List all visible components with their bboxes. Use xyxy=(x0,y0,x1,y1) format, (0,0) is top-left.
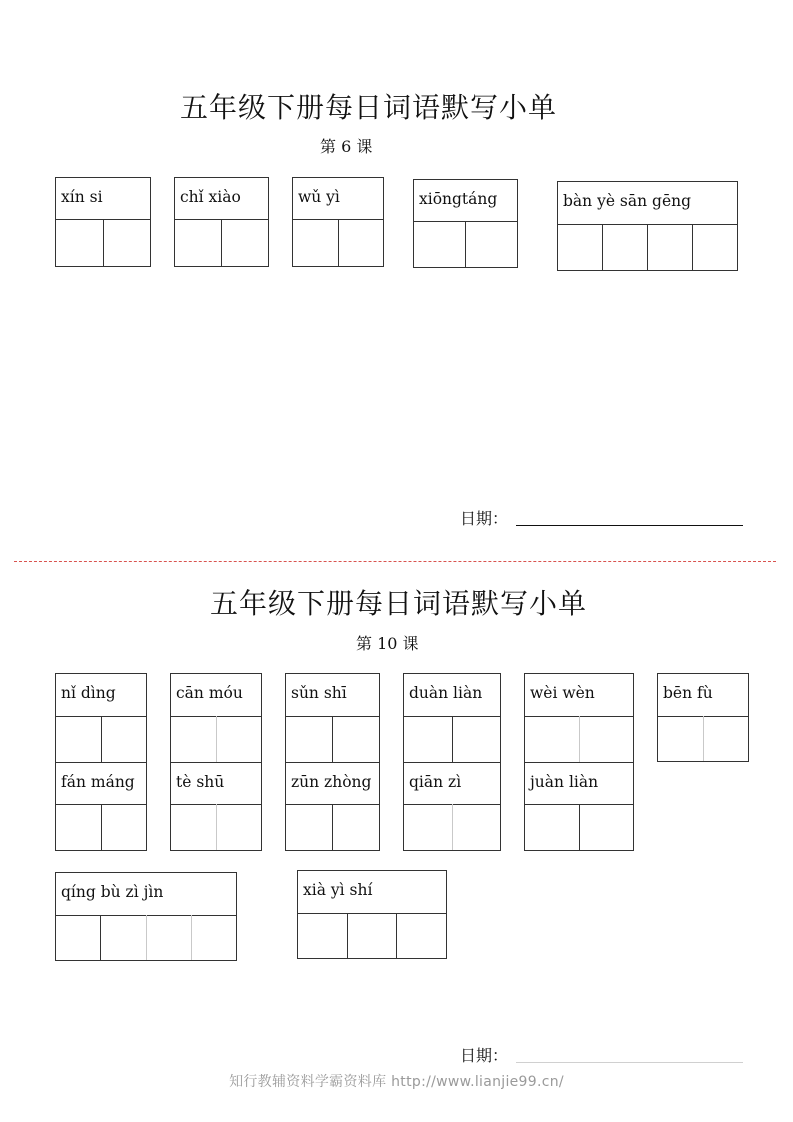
pinyin-label: nǐ dìng xyxy=(56,674,146,717)
writing-cells xyxy=(56,219,150,266)
writing-cell[interactable] xyxy=(338,219,384,266)
pinyin-label: cān móu xyxy=(171,674,261,717)
writing-cells xyxy=(298,913,446,958)
writing-cell[interactable] xyxy=(101,804,147,850)
word-card xyxy=(55,177,151,267)
sheet-title: 五年级下册每日词语默写小单 xyxy=(180,91,558,124)
writing-cells xyxy=(558,224,737,270)
writing-cells xyxy=(171,716,261,762)
date-label: 日期： xyxy=(460,509,509,528)
word-card xyxy=(297,870,447,959)
word-card xyxy=(657,673,749,762)
pinyin-label: wèi wèn xyxy=(525,674,633,717)
pinyin-label: xià yì shí xyxy=(298,871,446,914)
word-card xyxy=(55,872,237,961)
writing-cell[interactable] xyxy=(56,219,103,266)
writing-cell[interactable] xyxy=(332,804,379,850)
writing-cell[interactable] xyxy=(191,915,236,960)
writing-cell[interactable] xyxy=(404,716,452,762)
pinyin-label: xín si xyxy=(56,178,150,220)
pinyin-label: qíng bù zì jìn xyxy=(56,873,236,916)
date-input-line[interactable] xyxy=(516,1061,743,1063)
writing-cells xyxy=(404,804,500,850)
writing-cell[interactable] xyxy=(221,219,268,266)
writing-cells xyxy=(525,804,633,850)
word-card xyxy=(285,673,380,763)
writing-cell[interactable] xyxy=(579,716,634,762)
writing-cell[interactable] xyxy=(216,804,262,850)
writing-cell[interactable] xyxy=(465,221,517,267)
word-card xyxy=(55,673,147,763)
writing-cell[interactable] xyxy=(171,804,216,850)
date-row xyxy=(460,506,743,529)
pinyin-label: bēn fù xyxy=(658,674,748,717)
pinyin-label: bàn yè sān gēng xyxy=(558,182,737,225)
writing-cell[interactable] xyxy=(558,224,602,270)
writing-cell[interactable] xyxy=(525,804,579,850)
word-card xyxy=(174,177,269,267)
writing-cell[interactable] xyxy=(452,804,501,850)
writing-cell[interactable] xyxy=(347,913,397,958)
sheet-title: 五年级下册每日词语默写小单 xyxy=(210,587,588,620)
cut-dashed-divider xyxy=(14,561,776,562)
writing-cells xyxy=(293,219,383,266)
word-card xyxy=(55,762,147,851)
pinyin-label: qiān zì xyxy=(404,763,500,805)
pinyin-label: juàn liàn xyxy=(525,763,633,805)
writing-cell[interactable] xyxy=(298,913,347,958)
writing-cell[interactable] xyxy=(658,716,703,761)
writing-cell[interactable] xyxy=(103,219,151,266)
writing-cell[interactable] xyxy=(579,804,634,850)
writing-cell[interactable] xyxy=(703,716,749,761)
word-card xyxy=(403,673,501,763)
writing-cells xyxy=(414,221,517,267)
pinyin-label: sǔn shī xyxy=(286,674,379,717)
writing-cell[interactable] xyxy=(100,915,145,960)
pinyin-label: chǐ xiào xyxy=(175,178,268,220)
writing-cell[interactable] xyxy=(216,716,262,762)
pinyin-label: tè shū xyxy=(171,763,261,805)
word-card xyxy=(413,179,518,268)
writing-cell[interactable] xyxy=(525,716,579,762)
writing-cells xyxy=(56,804,146,850)
writing-cells xyxy=(56,915,236,960)
lesson-number: 第 10 课 xyxy=(356,634,419,653)
pinyin-label: zūn zhòng xyxy=(286,763,379,805)
writing-cells xyxy=(175,219,268,266)
date-label: 日期： xyxy=(460,1046,509,1065)
word-card xyxy=(285,762,380,851)
writing-cell[interactable] xyxy=(56,915,100,960)
writing-cell[interactable] xyxy=(396,913,446,958)
writing-cell[interactable] xyxy=(404,804,452,850)
word-card xyxy=(557,181,738,271)
pinyin-label: xiōngtáng xyxy=(414,180,517,222)
word-card xyxy=(403,762,501,851)
writing-cell[interactable] xyxy=(332,716,379,762)
pinyin-label: fán máng xyxy=(56,763,146,805)
writing-cell[interactable] xyxy=(452,716,501,762)
word-card xyxy=(524,762,634,851)
word-card xyxy=(170,673,262,763)
writing-cells xyxy=(286,804,379,850)
writing-cell[interactable] xyxy=(101,716,147,762)
footer-watermark: 知行教辅资料学霸资料库 http://www.lianjie99.cn/ xyxy=(229,1074,564,1090)
writing-cell[interactable] xyxy=(175,219,221,266)
pinyin-label: wǔ yì xyxy=(293,178,383,220)
lesson-number: 第 6 课 xyxy=(320,137,373,156)
writing-cells xyxy=(658,716,748,761)
writing-cell[interactable] xyxy=(293,219,338,266)
writing-cell[interactable] xyxy=(414,221,465,267)
word-card xyxy=(170,762,262,851)
writing-cells xyxy=(171,804,261,850)
date-row xyxy=(460,1043,743,1066)
writing-cell[interactable] xyxy=(171,716,216,762)
writing-cell[interactable] xyxy=(56,716,101,762)
word-card xyxy=(524,673,634,763)
writing-cell[interactable] xyxy=(286,716,332,762)
pinyin-label: duàn liàn xyxy=(404,674,500,717)
writing-cell[interactable] xyxy=(692,224,737,270)
writing-cells xyxy=(56,716,146,762)
writing-cell[interactable] xyxy=(56,804,101,850)
writing-cell[interactable] xyxy=(647,224,692,270)
date-input-line[interactable] xyxy=(516,524,743,526)
word-card xyxy=(292,177,384,267)
writing-cells xyxy=(286,716,379,762)
writing-cell[interactable] xyxy=(602,224,647,270)
writing-cells xyxy=(525,716,633,762)
writing-cell[interactable] xyxy=(146,915,191,960)
writing-cell[interactable] xyxy=(286,804,332,850)
writing-cells xyxy=(404,716,500,762)
